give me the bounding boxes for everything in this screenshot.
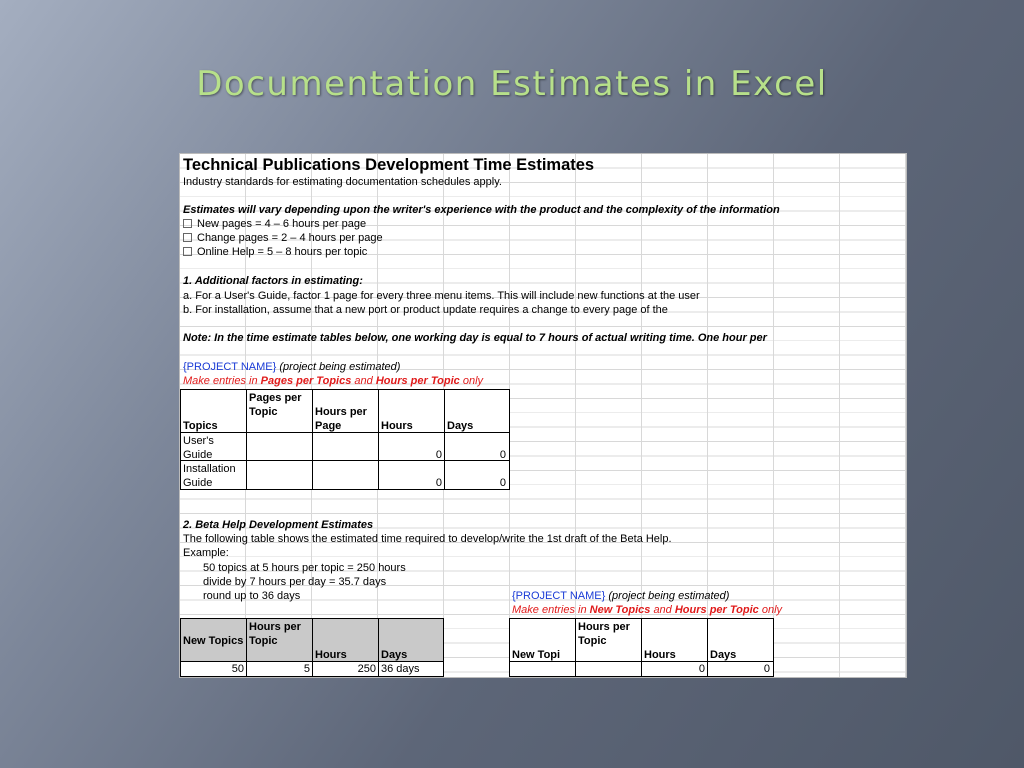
section1-item-b: b. For installation, assume that a new port or product update requires a change to every page of the bbox=[183, 304, 668, 316]
hours-per-page-cell[interactable] bbox=[313, 461, 378, 489]
project-table bbox=[509, 618, 774, 677]
project-desc: (project being estimated) bbox=[279, 361, 401, 373]
sheet-title: Technical Publications Development Time Estimates bbox=[183, 156, 595, 174]
header-new-topics: New Topics bbox=[183, 635, 244, 647]
header-pages-per-topic: Pages per Topic bbox=[249, 392, 302, 418]
hours-value: 0 bbox=[435, 449, 442, 461]
bullet-item: Online Help = 5 – 8 hours per topic bbox=[183, 246, 367, 259]
project-name: {PROJECT NAME} bbox=[183, 361, 277, 373]
section2-desc: The following table shows the estimated time required to develop/write the 1st draft of the Beta Help. bbox=[183, 533, 672, 545]
spreadsheet bbox=[179, 153, 907, 678]
section2-heading: 2. Beta Help Development Estimates bbox=[183, 519, 374, 531]
days-value: 0 bbox=[499, 449, 506, 461]
hours-per-topic-value: 5 bbox=[303, 663, 310, 675]
slide-title: Documentation Estimates in Excel bbox=[196, 64, 828, 104]
table-row-topic: User's Guide bbox=[183, 435, 214, 461]
days-value: 0 bbox=[499, 477, 506, 489]
checkbox-bullet-icon bbox=[183, 247, 192, 256]
bullet-item: Change pages = 2 – 4 hours per page bbox=[183, 232, 383, 245]
example-label: Example: bbox=[183, 547, 229, 559]
header-hours: Hours bbox=[644, 649, 676, 661]
header-hours-per-topic: Hours per Topic bbox=[578, 621, 630, 647]
days-value: 36 days bbox=[381, 663, 420, 675]
section1-heading: 1. Additional factors in estimating: bbox=[183, 275, 363, 287]
estimates-note: Estimates will vary depending upon the writer's experience with the product and the complexity of the information bbox=[183, 204, 780, 216]
checkbox-bullet-icon bbox=[183, 233, 192, 242]
hours-value: 0 bbox=[698, 663, 705, 675]
new-topics-value: 50 bbox=[231, 663, 244, 675]
new-topics-cell[interactable] bbox=[510, 661, 575, 675]
hours-value: 0 bbox=[435, 477, 442, 489]
working-day-note: Note: In the time estimate tables below, one working day is equal to 7 hours of actual writing time. One hour per bbox=[183, 332, 767, 344]
example-line: round up to 36 days bbox=[203, 590, 301, 602]
project-name: {PROJECT NAME} bbox=[512, 590, 606, 602]
checkbox-bullet-icon bbox=[183, 219, 192, 228]
header-hours-per-page: Hours per Page bbox=[315, 406, 367, 432]
table-row-topic: Installation Guide bbox=[183, 463, 236, 489]
pages-per-topic-cell[interactable] bbox=[247, 461, 312, 489]
entries-instruction: Make entries in Pages per Topics and Hours per Topic only bbox=[183, 375, 484, 387]
days-value: 0 bbox=[763, 663, 770, 675]
header-topics: Topics bbox=[183, 420, 218, 432]
header-new-topics: New Topi bbox=[512, 649, 561, 661]
hours-value: 250 bbox=[357, 663, 376, 675]
header-days: Days bbox=[710, 649, 737, 661]
sheet-subtitle: Industry standards for estimating documentation schedules apply. bbox=[183, 176, 502, 188]
project-line bbox=[512, 590, 729, 603]
header-days: Days bbox=[447, 420, 474, 432]
header-hours: Hours bbox=[381, 420, 413, 432]
project-desc: (project being estimated) bbox=[608, 590, 730, 602]
project-line bbox=[183, 361, 400, 374]
estimate-table bbox=[180, 389, 510, 490]
bullet-item: New pages = 4 – 6 hours per page bbox=[183, 218, 366, 231]
header-hours: Hours bbox=[315, 649, 347, 661]
header-days: Days bbox=[381, 649, 408, 661]
hours-per-page-cell[interactable] bbox=[313, 433, 378, 461]
section1-item-a: a. For a User's Guide, factor 1 page for every three menu items. This will include new functions at the user bbox=[183, 290, 700, 302]
example-table bbox=[180, 618, 444, 677]
example-line: 50 topics at 5 hours per topic = 250 hours bbox=[203, 562, 406, 574]
hours-per-topic-cell[interactable] bbox=[576, 661, 641, 675]
header-hours-per-topic: Hours per Topic bbox=[249, 621, 301, 647]
entries-instruction: Make entries in New Topics and Hours per Topic only bbox=[512, 604, 783, 616]
example-line: divide by 7 hours per day = 35.7 days bbox=[203, 576, 387, 588]
pages-per-topic-cell[interactable] bbox=[247, 433, 312, 461]
